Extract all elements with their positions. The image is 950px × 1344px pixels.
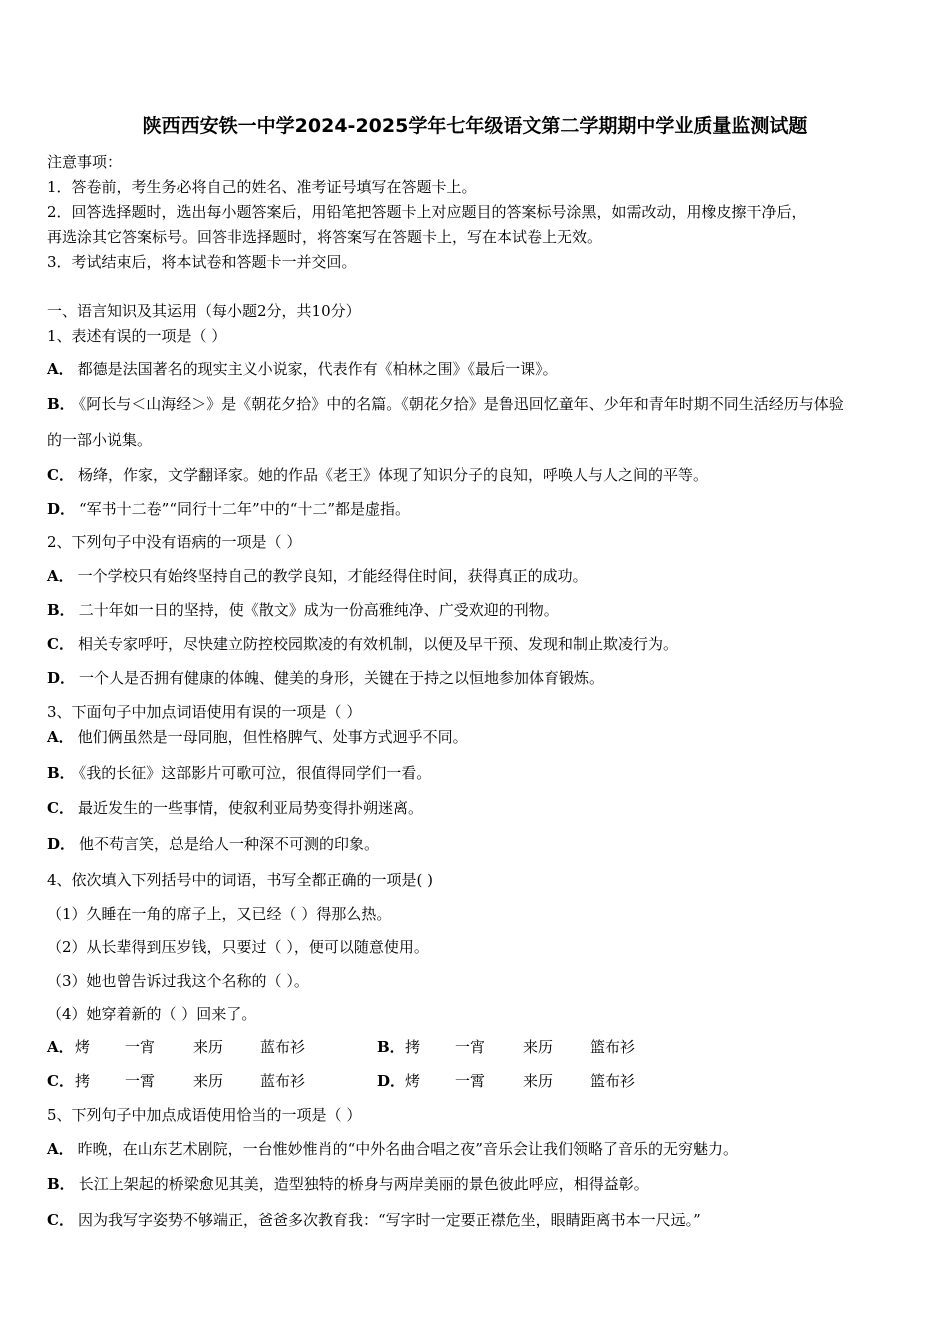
option-text: 杨绛，作家，文学翻译家。她的作品《老王》体现了知识分子的良知，呼唤人与人之间的平等。	[77, 466, 708, 484]
q2-stem: 2、下列句子中没有语病的一项是（ ）	[47, 533, 302, 551]
option-text: 《我的长征》这部影片可歌可泣，很值得同学们一看。	[78, 764, 432, 782]
option-label: D．	[377, 1072, 406, 1090]
option-text: 昨晚，在山东艺术剧院，一台惟妙惟肖的“中外名曲合唱之夜”音乐会让我们领略了音乐的无穷魅力。	[77, 1140, 738, 1158]
q5-stem: 5、下列句子中加点成语使用恰当的一项是（ ）	[47, 1106, 362, 1124]
option-label: C．	[47, 1072, 74, 1090]
q4-option-a	[47, 1037, 78, 1057]
q3-option-a	[47, 727, 468, 747]
q3-option-d	[47, 834, 379, 854]
q2-option-c	[47, 634, 678, 654]
q4-option-c-word-1: 拷	[75, 1072, 91, 1090]
q4-option-b-word-2: 一宵	[455, 1038, 486, 1056]
option-label: C．	[47, 466, 74, 484]
q4-option-c-word-2: 一霄	[125, 1072, 156, 1090]
q4-option-b	[377, 1037, 409, 1057]
q3-option-b	[47, 763, 431, 783]
q4-stem: 4、依次填入下列括号中的词语，书写全都正确的一项是( )	[47, 871, 434, 889]
option-label: C．	[47, 1211, 74, 1229]
q5-option-c	[47, 1210, 701, 1230]
q1-option-b	[47, 394, 844, 414]
option-label: A．	[47, 1038, 74, 1056]
option-text: 都德是法国著名的现实主义小说家，代表作有《柏林之围》《最后一课》。	[77, 360, 558, 378]
notice-item-1: 1．答卷前，考生务必将自己的姓名、准考证号填写在答题卡上。	[47, 178, 477, 196]
option-label: D．	[47, 500, 76, 518]
option-text: 他不苟言笑，总是给人一种深不可测的印象。	[79, 835, 380, 853]
option-label: C．	[47, 799, 74, 817]
q4-sentence-1: （1）久睡在一角的席子上，又已经（ ）得那么热。	[47, 905, 392, 923]
option-label: D．	[47, 669, 76, 687]
q1-stem: 1、表述有误的一项是（ ）	[47, 327, 227, 345]
q1-option-d	[47, 499, 410, 519]
option-label: B．	[47, 395, 75, 413]
q4-option-d-word-3: 来历	[523, 1072, 554, 1090]
option-label: A．	[47, 360, 74, 378]
q4-sentence-4: （4）她穿着新的（ ）回来了。	[47, 1005, 257, 1023]
q2-option-a	[47, 566, 588, 586]
option-label: B．	[47, 764, 75, 782]
q2-option-d	[47, 668, 604, 688]
page-title: 陕西西安铁一中学2024-2025学年七年级语文第二学期期中学业质量监测试题	[142, 115, 808, 137]
notice-header: 注意事项：	[47, 153, 123, 171]
q4-sentence-2: （2）从长辈得到压岁钱，只要过（ ），便可以随意使用。	[47, 938, 429, 956]
option-text: 相关专家呼吁，尽快建立防控校园欺凌的有效机制，以便及早干预、发现和制止欺凌行为。	[77, 635, 678, 653]
notice-item-3: 3．考试结束后，将本试卷和答题卡一并交回。	[47, 253, 357, 271]
option-label: A．	[47, 728, 74, 746]
notice-item-2b: 再选涂其它答案标号。回答非选择题时，将答案写在答题卡上，写在本试卷上无效。	[47, 228, 603, 246]
option-text: 因为我写字姿势不够端正，爸爸多次教育我：“写字时一定要正襟危坐，眼睛距离书本一尺远。”	[77, 1211, 701, 1229]
option-text: 一个人是否拥有健康的体魄、健美的身形，关键在于持之以恒地参加体育锻炼。	[79, 669, 605, 687]
option-text: 一个学校只有始终坚持自己的教学良知，才能经得住时间，获得真正的成功。	[77, 567, 588, 585]
q4-option-a-word-4: 蓝布衫	[260, 1038, 306, 1056]
q3-stem: 3、下面句子中加点词语使用有误的一项是（ ）	[47, 703, 362, 721]
option-label: B．	[377, 1038, 405, 1056]
option-text: 二十年如一日的坚持，使《散文》成为一份高雅纯净、广受欢迎的刊物。	[78, 601, 559, 619]
option-text: 他们俩虽然是一母同胞，但性格脾气、处事方式迥乎不同。	[77, 728, 468, 746]
q2-option-b	[47, 600, 559, 620]
option-label: B．	[47, 1175, 75, 1193]
q4-option-a-word-1: 烤	[75, 1038, 91, 1056]
q4-option-a-word-2: 一宵	[125, 1038, 156, 1056]
q4-option-a-word-3: 来历	[193, 1038, 224, 1056]
q4-option-d-word-1: 烤	[405, 1072, 421, 1090]
q4-option-b-word-4: 篮布衫	[590, 1038, 636, 1056]
q5-option-b	[47, 1174, 649, 1194]
q3-option-c	[47, 798, 423, 818]
q4-option-d-word-2: 一霄	[455, 1072, 486, 1090]
option-label: A．	[47, 1140, 74, 1158]
option-label: C．	[47, 635, 74, 653]
q4-option-c-word-3: 来历	[193, 1072, 224, 1090]
q1-option-c	[47, 465, 708, 485]
q5-option-a	[47, 1139, 738, 1159]
option-text: 长江上架起的桥梁愈见其美，造型独特的桥身与两岸美丽的景色彼此呼应，相得益彰。	[78, 1175, 649, 1193]
q4-option-b-word-3: 来历	[523, 1038, 554, 1056]
q4-option-c	[47, 1071, 78, 1091]
q4-option-c-word-4: 蓝布衫	[260, 1072, 306, 1090]
option-text: “军书十二卷”“同行十二年”中的“十二”都是虚指。	[79, 500, 411, 518]
option-label: B．	[47, 601, 75, 619]
option-text: 《阿长与＜山海经＞》是《朝花夕拾》中的名篇。《朝花夕拾》是鲁迅回忆童年、少年和青年时期不同生活经历与体验	[78, 395, 844, 413]
q1-option-b-cont: 的一部小说集。	[47, 431, 153, 449]
q4-option-d-word-4: 篮布衫	[590, 1072, 636, 1090]
section-heading: 一、语言知识及其运用（每小题2分，共10分）	[47, 302, 361, 320]
option-label: D．	[47, 835, 76, 853]
q4-sentence-3: （3）她也曾告诉过我这个名称的（ ）。	[47, 972, 309, 990]
notice-item-2a: 2．回答选择题时，选出每小题答案后，用铅笔把答题卡上对应题目的答案标号涂黑，如需改动，用橡皮擦干净后，	[47, 203, 807, 221]
option-text: 最近发生的一些事情，使叙利亚局势变得扑朔迷离。	[77, 799, 423, 817]
q4-option-b-word-1: 拷	[405, 1038, 421, 1056]
option-label: A．	[47, 567, 74, 585]
q1-option-a	[47, 359, 558, 379]
